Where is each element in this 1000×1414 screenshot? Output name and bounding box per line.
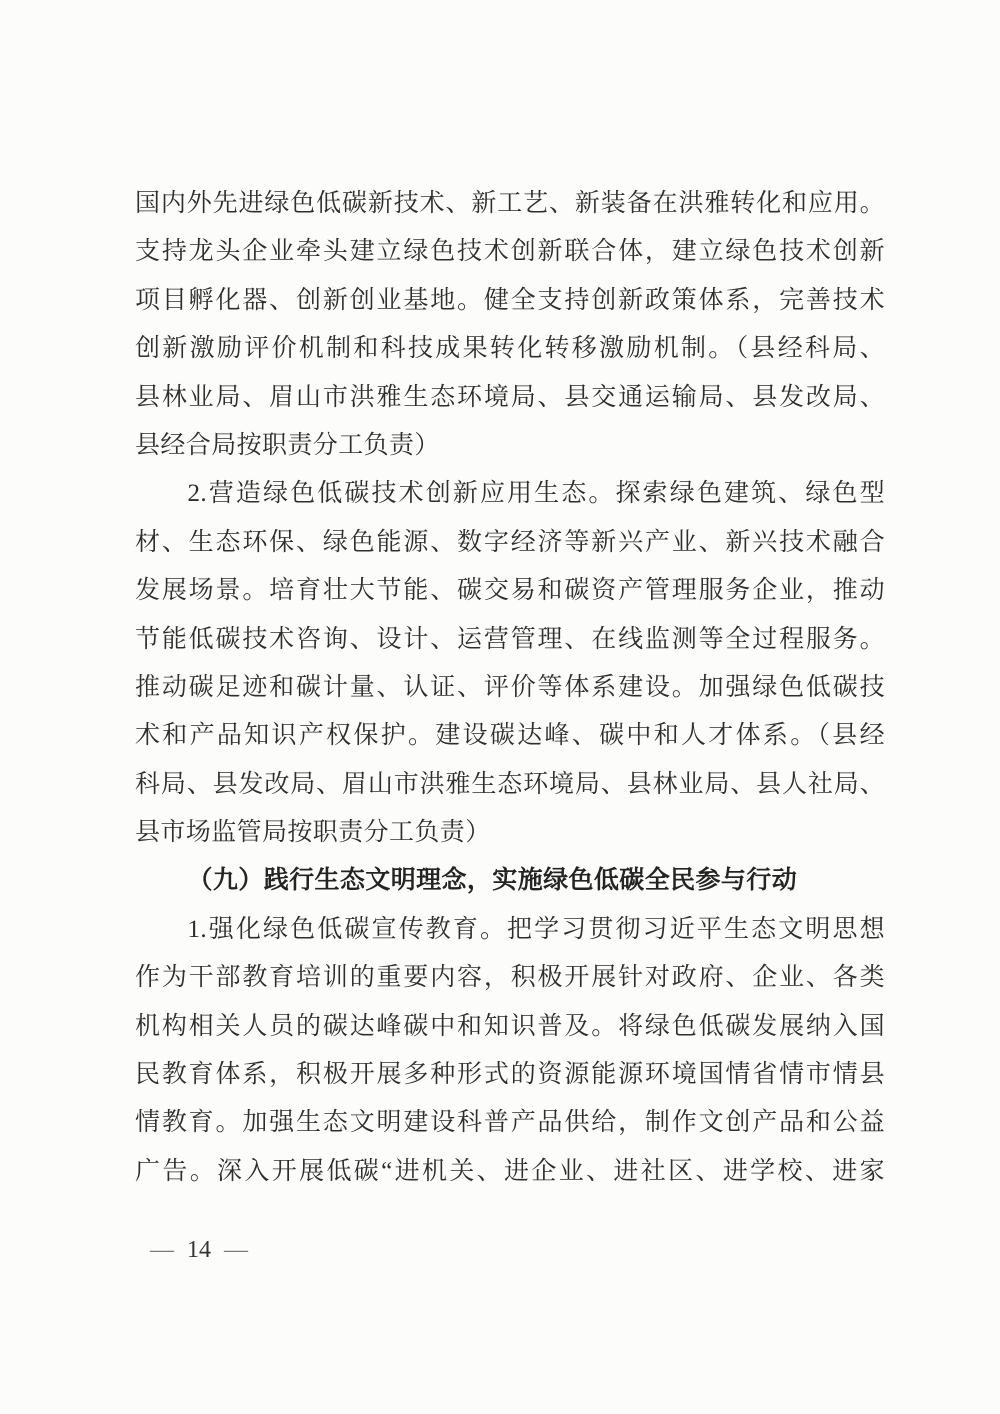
footer-dash-right: —: [224, 1237, 248, 1263]
text-line: 作为干部教育培训的重要内容，积极开展针对政府、企业、各类: [135, 964, 885, 992]
section-heading: （九）践行生态文明理念，实施绿色低碳全民参与行动: [187, 867, 798, 895]
text-line: 机构相关人员的碳达峰碳中和知识普及。将绿色低碳发展纳入国: [135, 1012, 885, 1040]
text-line: 县市场监管局按职责分工负责）: [135, 819, 491, 847]
page-number-footer: [150, 1237, 248, 1264]
text-line: 情教育。加强生态文明建设科普产品供给，制作文创产品和公益: [135, 1109, 885, 1137]
text-line: 县经合局按职责分工负责）: [135, 431, 440, 459]
footer-page-number: 14: [187, 1237, 211, 1263]
text-line: 科局、县发改局、眉山市洪雅生态环境局、县林业局、县人社局、: [135, 770, 885, 798]
text-line: 广告。深入开展低碳“进机关、进企业、进社区、进学校、进家: [135, 1157, 885, 1185]
footer-dash-left: —: [150, 1237, 174, 1263]
text-line: 术和产品知识产权保护。建设碳达峰、碳中和人才体系。（县经: [135, 722, 885, 750]
text-line: 推动碳足迹和碳计量、认证、评价等体系建设。加强绿色低碳技: [135, 673, 885, 701]
text-line: 节能低碳技术咨询、设计、运营管理、在线监测等全过程服务。: [135, 625, 885, 653]
text-line: 支持龙头企业牵头建立绿色技术创新联合体，建立绿色技术创新: [135, 238, 885, 266]
document-body: [135, 180, 885, 1196]
text-line: 创新激励评价机制和科技成果转化转移激励机制。（县经科局、: [135, 335, 885, 363]
text-line: 县林业局、眉山市洪雅生态环境局、县交通运输局、县发改局、: [135, 383, 885, 411]
text-line: 项目孵化器、创新创业基地。健全支持创新政策体系，完善技术: [135, 286, 885, 314]
paragraph-start-line: 1.强化绿色低碳宣传教育。把学习贯彻习近平生态文明思想: [187, 915, 885, 943]
paragraph-start-line: 2.营造绿色低碳技术创新应用生态。探索绿色建筑、绿色型: [187, 480, 885, 508]
text-line: 民教育体系，积极开展多种形式的资源能源环境国情省情市情县: [135, 1061, 885, 1089]
text-line: 国内外先进绿色低碳新技术、新工艺、新装备在洪雅转化和应用。: [135, 190, 885, 217]
text-line: 发展场景。培育壮大节能、碳交易和碳资产管理服务企业，推动: [135, 577, 885, 605]
text-line: 材、生态环保、绿色能源、数字经济等新兴产业、新兴技术融合: [135, 528, 885, 556]
